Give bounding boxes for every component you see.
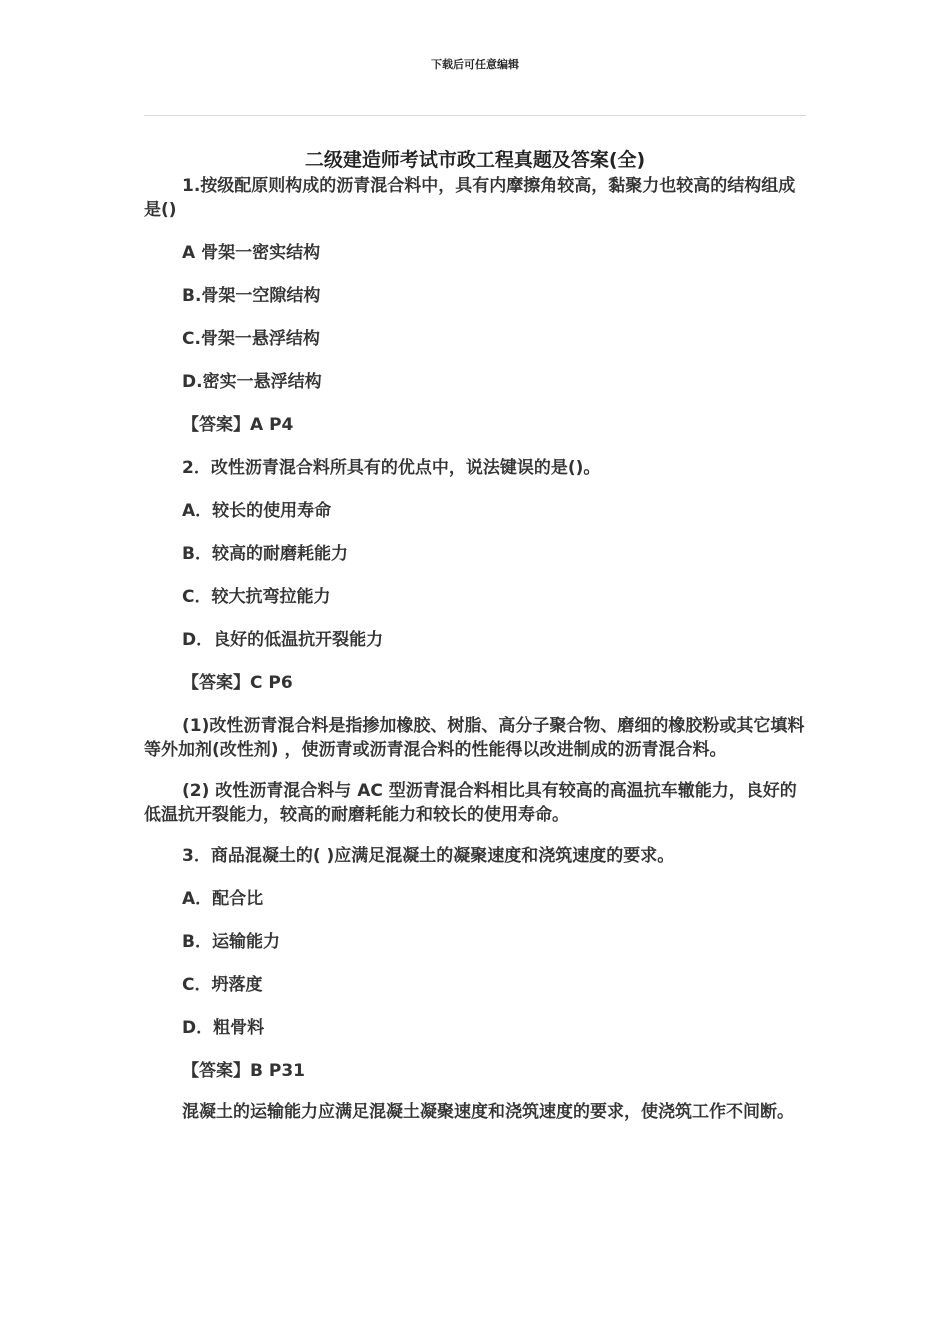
question-1-stem: 1.按级配原则构成的沥青混合料中，具有内摩擦角较高，黏聚力也较高的结构组成是() — [144, 176, 796, 220]
q2-explanation-1: (1)改性沥青混合料是指掺加橡胶、树脂、高分子聚合物、磨细的橡胶粉或其它填料等外加剂(改性剂) ，使沥青或沥青混合料的性能得以改进制成的沥青混合料。 — [144, 716, 805, 760]
q1-option-b: B.骨架一空隙结构 — [182, 286, 321, 306]
document-body — [144, 146, 806, 1124]
q1-answer: 【答案】A P4 — [182, 415, 294, 435]
q3-option-d: D．粗骨料 — [182, 1018, 265, 1038]
q3-option-a: A．配合比 — [182, 889, 264, 909]
q3-answer: 【答案】B P31 — [182, 1061, 305, 1081]
q3-explanation: 混凝土的运输能力应满足混凝土凝聚速度和浇筑速度的要求，使浇筑工作不间断。 — [182, 1102, 794, 1122]
q3-option-b: B．运输能力 — [182, 932, 280, 952]
q2-option-a: A．较长的使用寿命 — [182, 501, 332, 521]
question-3-stem: 3．商品混凝土的( )应满足混凝土的凝聚速度和浇筑速度的要求。 — [182, 846, 675, 866]
q1-option-a: A 骨架一密实结构 — [182, 243, 321, 263]
q2-answer: 【答案】C P6 — [182, 673, 293, 693]
q1-option-c: C.骨架一悬浮结构 — [182, 329, 320, 349]
q1-option-d: D.密实一悬浮结构 — [182, 372, 322, 392]
q3-option-c: C．坍落度 — [182, 975, 263, 995]
q2-option-d: D．良好的低温抗开裂能力 — [182, 630, 384, 650]
q2-option-b: B．较高的耐磨耗能力 — [182, 544, 348, 564]
document-title: 二级建造师考试市政工程真题及答案(全) — [304, 149, 646, 171]
q2-explanation-2: (2) 改性沥青混合料与 AC 型沥青混合料相比具有较高的高温抗车辙能力，良好的低温抗开裂能力，较高的耐磨耗能力和较长的使用寿命。 — [144, 781, 797, 825]
q2-option-c: C．较大抗弯拉能力 — [182, 587, 331, 607]
question-2-stem: 2．改性沥青混合料所具有的优点中，说法键误的是()。 — [182, 458, 601, 478]
header-divider — [144, 115, 806, 116]
page-header: 下载后可任意编辑 — [431, 58, 519, 71]
